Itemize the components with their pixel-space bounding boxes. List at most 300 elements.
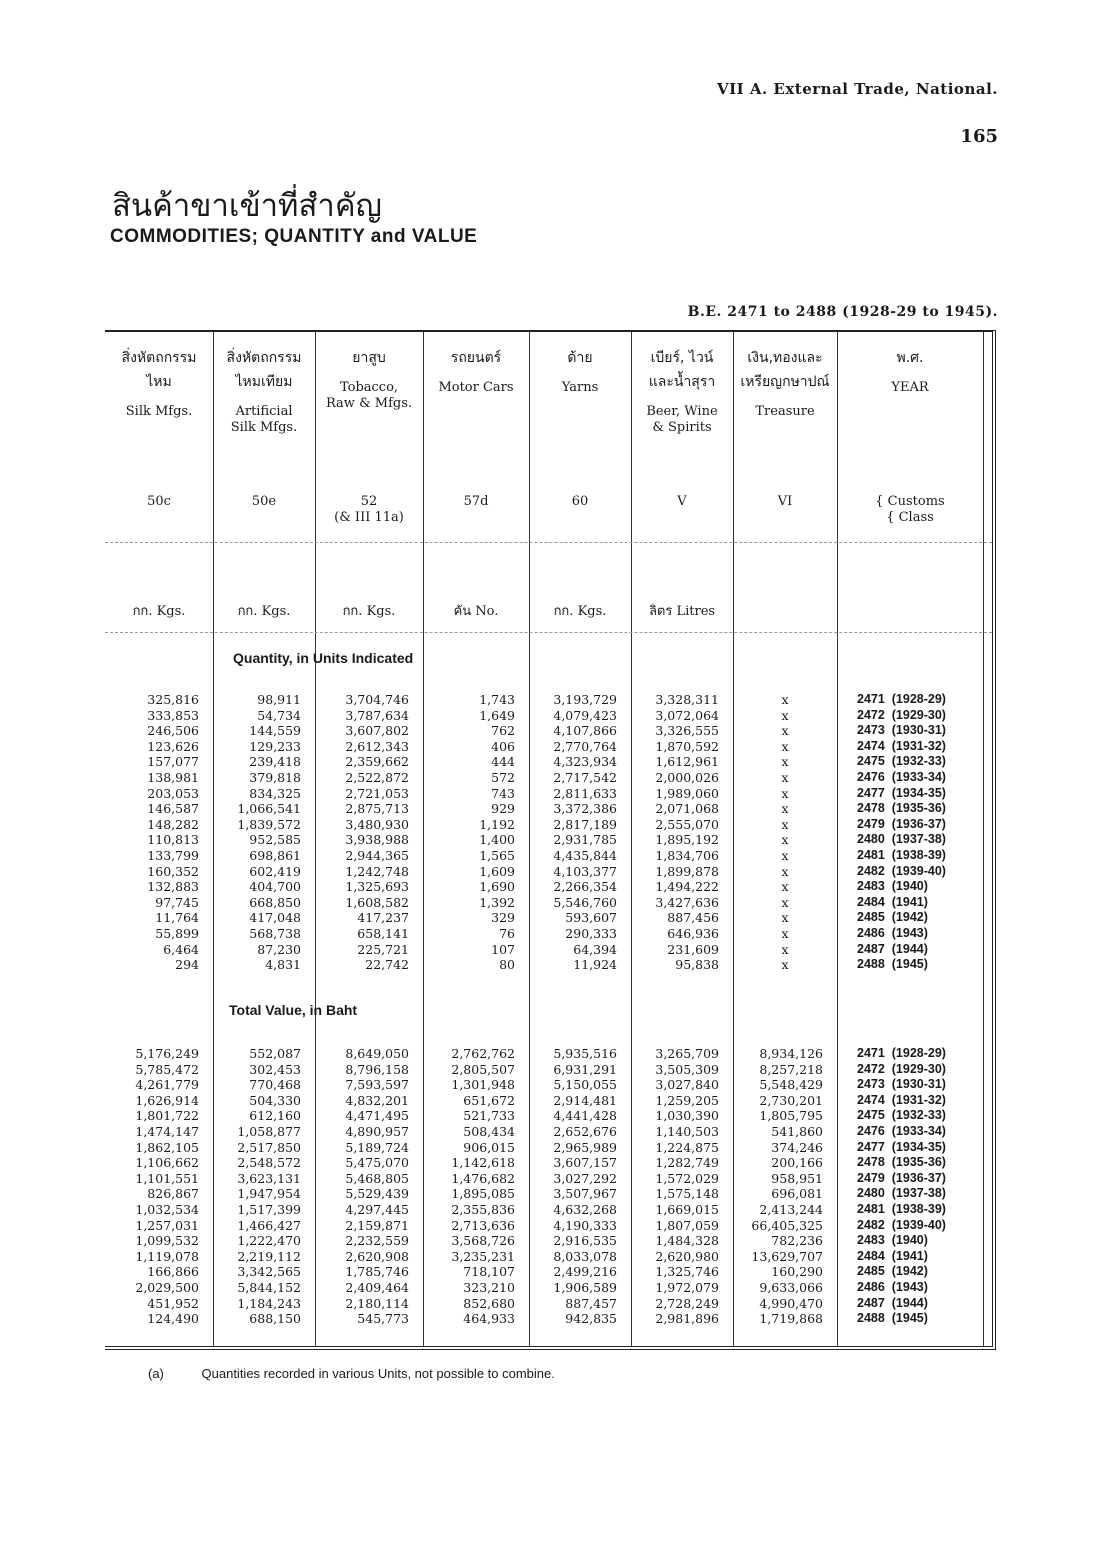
year-cell: 2479 (1936-37) bbox=[857, 1170, 946, 1185]
data-cell: x bbox=[781, 910, 789, 926]
data-cell: 1,222,470 bbox=[237, 1233, 301, 1249]
column-divider bbox=[983, 332, 984, 1346]
data-column bbox=[423, 1046, 515, 1327]
data-cell: 4,261,779 bbox=[135, 1077, 199, 1093]
data-cell: x bbox=[781, 957, 789, 973]
data-cell: 2,914,481 bbox=[553, 1092, 617, 1108]
data-cell: 3,328,311 bbox=[655, 692, 719, 707]
data-cell: 2,071,068 bbox=[655, 801, 719, 817]
data-cell: 231,609 bbox=[667, 941, 719, 957]
data-cell: 2,000,026 bbox=[655, 769, 719, 785]
data-cell: 2,159,871 bbox=[345, 1217, 409, 1233]
data-cell: 64,394 bbox=[573, 941, 617, 957]
data-cell: 1,099,532 bbox=[135, 1233, 199, 1249]
data-cell: 2,499,216 bbox=[553, 1264, 617, 1280]
data-cell: 2,522,872 bbox=[345, 769, 409, 785]
data-column bbox=[529, 692, 617, 973]
page-number: 165 bbox=[960, 126, 998, 147]
data-cell: 225,721 bbox=[357, 941, 409, 957]
data-cell: 97,745 bbox=[155, 894, 199, 910]
data-column bbox=[733, 692, 837, 973]
data-cell: 374,246 bbox=[771, 1139, 823, 1155]
footnote-mark: (a) bbox=[148, 1366, 164, 1381]
data-cell: 852,680 bbox=[463, 1295, 515, 1311]
data-cell: 3,787,634 bbox=[345, 707, 409, 723]
data-cell: 1,801,722 bbox=[135, 1108, 199, 1124]
data-cell: 1,466,427 bbox=[237, 1217, 301, 1233]
data-cell: 1,805,795 bbox=[759, 1108, 823, 1124]
data-column bbox=[631, 692, 719, 973]
data-cell: 8,649,050 bbox=[345, 1046, 409, 1061]
data-cell: 5,548,429 bbox=[759, 1077, 823, 1093]
year-cell: 2471 (1928-29) bbox=[857, 1046, 946, 1060]
data-cell: 132,883 bbox=[147, 879, 199, 895]
unit-cell: ลิตร Litres bbox=[648, 604, 716, 619]
data-cell: x bbox=[781, 832, 789, 848]
data-cell: 5,844,152 bbox=[237, 1279, 301, 1295]
data-cell: 3,480,930 bbox=[345, 816, 409, 832]
column-header-english: Treasure bbox=[755, 404, 815, 419]
column-header bbox=[529, 346, 631, 396]
data-cell: 2,965,989 bbox=[553, 1139, 617, 1155]
data-cell: 668,850 bbox=[249, 894, 301, 910]
year-cell: 2474 (1931-32) bbox=[857, 738, 946, 753]
data-cell: 2,620,980 bbox=[655, 1248, 719, 1264]
data-cell: 602,419 bbox=[249, 863, 301, 879]
year-cell: 2486 (1943) bbox=[857, 925, 928, 940]
data-cell: 1,690 bbox=[479, 879, 515, 895]
data-cell: 2,029,500 bbox=[135, 1279, 199, 1295]
column-header bbox=[837, 346, 983, 396]
data-cell: 4,832,201 bbox=[345, 1092, 409, 1108]
data-cell: 1,575,148 bbox=[655, 1186, 719, 1202]
column-header-english: Beer, Wine & Spirits bbox=[646, 404, 718, 435]
data-cell: 11,764 bbox=[155, 910, 199, 926]
data-cell: 762 bbox=[491, 723, 515, 739]
data-cell: 508,434 bbox=[463, 1123, 515, 1139]
data-cell: 3,607,157 bbox=[553, 1155, 617, 1171]
commodities-table bbox=[105, 330, 996, 1350]
year-cell: 2488 (1945) bbox=[857, 957, 928, 972]
year-column bbox=[857, 692, 946, 973]
year-cell: 2473 (1930-31) bbox=[857, 1077, 946, 1092]
year-cell: 2483 (1940) bbox=[857, 1233, 928, 1248]
year-cell: 2482 (1939-40) bbox=[857, 1217, 946, 1232]
customs-class-cell: VI bbox=[777, 494, 793, 509]
year-cell: 2476 (1933-34) bbox=[857, 769, 946, 784]
column-divider bbox=[837, 332, 838, 1346]
data-cell: 1,259,205 bbox=[655, 1092, 719, 1108]
data-cell: 1,608,582 bbox=[345, 894, 409, 910]
data-cell: 1,476,682 bbox=[451, 1170, 515, 1186]
data-cell: x bbox=[781, 941, 789, 957]
data-cell: 1,301,948 bbox=[451, 1077, 515, 1093]
data-cell: 146,587 bbox=[147, 801, 199, 817]
data-cell: 1,142,618 bbox=[451, 1155, 515, 1171]
data-cell: x bbox=[781, 723, 789, 739]
data-cell: 7,593,597 bbox=[345, 1077, 409, 1093]
data-cell: 55,899 bbox=[155, 925, 199, 941]
data-cell: x bbox=[781, 769, 789, 785]
data-cell: 5,189,724 bbox=[345, 1139, 409, 1155]
column-header bbox=[213, 346, 315, 436]
data-cell: 166,866 bbox=[147, 1264, 199, 1280]
year-cell: 2475 (1932-33) bbox=[857, 754, 946, 769]
unit-cell: กก. Kgs. bbox=[237, 604, 291, 619]
data-cell: 2,359,662 bbox=[345, 754, 409, 770]
data-cell: 2,811,633 bbox=[553, 785, 617, 801]
data-column bbox=[315, 1046, 409, 1327]
data-cell: 782,236 bbox=[771, 1233, 823, 1249]
data-cell: x bbox=[781, 925, 789, 941]
customs-class-cell: 60 bbox=[571, 494, 589, 509]
column-header-thai: รถยนตร์ bbox=[450, 350, 502, 366]
data-cell: 1,834,706 bbox=[655, 847, 719, 863]
data-cell: 612,160 bbox=[249, 1108, 301, 1124]
data-cell: 2,875,713 bbox=[345, 801, 409, 817]
data-cell: 1,030,390 bbox=[655, 1108, 719, 1124]
data-cell: 2,770,764 bbox=[553, 738, 617, 754]
data-cell: x bbox=[781, 707, 789, 723]
data-cell: 3,568,726 bbox=[451, 1233, 515, 1249]
data-cell: 160,352 bbox=[147, 863, 199, 879]
data-cell: 568,738 bbox=[249, 925, 301, 941]
data-cell: 1,242,748 bbox=[345, 863, 409, 879]
customs-class-cell: 50e bbox=[251, 494, 277, 509]
data-cell: 8,934,126 bbox=[759, 1046, 823, 1061]
data-cell: x bbox=[781, 754, 789, 770]
year-cell: 2487 (1944) bbox=[857, 941, 928, 956]
data-cell: 545,773 bbox=[357, 1311, 409, 1327]
data-cell: 1,899,878 bbox=[655, 863, 719, 879]
customs-class-cell: 57d bbox=[463, 494, 489, 509]
data-cell: 1,257,031 bbox=[135, 1217, 199, 1233]
data-cell: 4,103,377 bbox=[553, 863, 617, 879]
data-cell: 66,405,325 bbox=[751, 1217, 823, 1233]
year-cell: 2474 (1931-32) bbox=[857, 1092, 946, 1107]
data-cell: 1,609 bbox=[479, 863, 515, 879]
year-cell: 2477 (1934-35) bbox=[857, 785, 946, 800]
data-cell: 1,325,693 bbox=[345, 879, 409, 895]
footnote bbox=[148, 1366, 555, 1381]
data-cell: 4,190,333 bbox=[553, 1217, 617, 1233]
data-cell: 133,799 bbox=[147, 847, 199, 863]
data-cell: 2,219,112 bbox=[237, 1248, 301, 1264]
data-cell: 1,807,059 bbox=[655, 1217, 719, 1233]
data-cell: 2,355,836 bbox=[451, 1201, 515, 1217]
year-cell: 2487 (1944) bbox=[857, 1295, 928, 1310]
data-cell: 3,427,636 bbox=[655, 894, 719, 910]
data-cell: 826,867 bbox=[147, 1186, 199, 1202]
data-cell: 404,700 bbox=[249, 879, 301, 895]
data-cell: 3,704,746 bbox=[345, 692, 409, 707]
year-cell: 2480 (1937-38) bbox=[857, 832, 946, 847]
year-cell: 2472 (1929-30) bbox=[857, 1061, 946, 1076]
data-cell: 2,612,343 bbox=[345, 738, 409, 754]
data-cell: 2,721,053 bbox=[345, 785, 409, 801]
year-cell: 2485 (1942) bbox=[857, 910, 928, 925]
data-cell: 98,911 bbox=[257, 692, 301, 707]
column-header bbox=[733, 346, 837, 420]
data-cell: 887,456 bbox=[667, 910, 719, 926]
data-cell: 138,981 bbox=[147, 769, 199, 785]
data-cell: 157,077 bbox=[147, 754, 199, 770]
year-cell: 2484 (1941) bbox=[857, 894, 928, 909]
data-cell: 1,400 bbox=[479, 832, 515, 848]
data-cell: 3,326,555 bbox=[655, 723, 719, 739]
data-cell: 1,839,572 bbox=[237, 816, 301, 832]
data-column bbox=[529, 1046, 617, 1327]
data-cell: 323,210 bbox=[463, 1279, 515, 1295]
data-cell: 5,546,760 bbox=[553, 894, 617, 910]
data-cell: 1,101,551 bbox=[135, 1170, 199, 1186]
column-header-english: Yarns bbox=[561, 380, 599, 395]
data-cell: 521,733 bbox=[463, 1108, 515, 1124]
data-cell: 1,895,085 bbox=[451, 1186, 515, 1202]
column-header bbox=[315, 346, 423, 412]
column-header bbox=[423, 346, 529, 396]
footnote-text: Quantities recorded in various Units, not possible to combine. bbox=[201, 1366, 555, 1381]
year-cell: 2473 (1930-31) bbox=[857, 723, 946, 738]
data-cell: x bbox=[781, 738, 789, 754]
data-cell: 958,951 bbox=[771, 1170, 823, 1186]
year-cell: 2481 (1938-39) bbox=[857, 847, 946, 862]
data-cell: 333,853 bbox=[147, 707, 199, 723]
data-cell: 5,785,472 bbox=[135, 1061, 199, 1077]
data-cell: 2,548,572 bbox=[237, 1155, 301, 1171]
column-header-thai: พ.ศ. bbox=[896, 350, 924, 366]
data-column bbox=[423, 692, 515, 973]
data-cell: 294 bbox=[175, 957, 199, 973]
data-cell: 2,981,896 bbox=[655, 1311, 719, 1327]
data-column bbox=[213, 1046, 301, 1327]
english-title: COMMODITIES; QUANTITY and VALUE bbox=[110, 226, 478, 247]
running-header: VII A. External Trade, National. bbox=[716, 80, 998, 98]
year-cell: 2482 (1939-40) bbox=[857, 863, 946, 878]
data-cell: 2,555,070 bbox=[655, 816, 719, 832]
customs-class-cell: { Customs { Class bbox=[875, 494, 945, 525]
data-cell: 572 bbox=[491, 769, 515, 785]
data-cell: 1,669,015 bbox=[655, 1201, 719, 1217]
data-cell: 2,728,249 bbox=[655, 1295, 719, 1311]
data-cell: 107 bbox=[491, 941, 515, 957]
data-cell: 1,785,746 bbox=[345, 1264, 409, 1280]
data-cell: 4,441,428 bbox=[553, 1108, 617, 1124]
data-cell: x bbox=[781, 801, 789, 817]
data-cell: 1,066,541 bbox=[237, 801, 301, 817]
year-cell: 2480 (1937-38) bbox=[857, 1186, 946, 1201]
data-cell: 1,184,243 bbox=[237, 1295, 301, 1311]
data-cell: 2,805,507 bbox=[451, 1061, 515, 1077]
data-cell: 200,166 bbox=[771, 1155, 823, 1171]
date-range: B.E. 2471 to 2488 (1928-29 to 1945). bbox=[687, 304, 998, 320]
data-cell: 203,053 bbox=[147, 785, 199, 801]
data-cell: 160,290 bbox=[771, 1264, 823, 1280]
data-cell: 2,652,676 bbox=[553, 1123, 617, 1139]
unit-cell: กก. Kgs. bbox=[553, 604, 607, 619]
data-cell: 651,672 bbox=[463, 1092, 515, 1108]
column-header-english: Silk Mfgs. bbox=[125, 404, 193, 419]
data-cell: 1,140,503 bbox=[655, 1123, 719, 1139]
data-cell: 1,870,592 bbox=[655, 738, 719, 754]
data-cell: 3,027,840 bbox=[655, 1077, 719, 1093]
data-cell: 696,081 bbox=[771, 1186, 823, 1202]
data-cell: 3,505,309 bbox=[655, 1061, 719, 1077]
data-cell: 3,623,131 bbox=[237, 1170, 301, 1186]
data-cell: 4,323,934 bbox=[553, 754, 617, 770]
data-cell: 444 bbox=[491, 754, 515, 770]
data-cell: 325,816 bbox=[147, 692, 199, 707]
header-rule bbox=[105, 542, 992, 543]
data-cell: 1,517,399 bbox=[237, 1201, 301, 1217]
data-cell: 4,297,445 bbox=[345, 1201, 409, 1217]
data-cell: 124,490 bbox=[147, 1311, 199, 1327]
column-header-english: Artificial Silk Mfgs. bbox=[230, 404, 298, 435]
data-cell: 8,033,078 bbox=[553, 1248, 617, 1264]
data-cell: 2,232,559 bbox=[345, 1233, 409, 1249]
data-column bbox=[315, 692, 409, 973]
data-cell: 3,938,988 bbox=[345, 832, 409, 848]
data-cell: 942,835 bbox=[565, 1311, 617, 1327]
year-cell: 2485 (1942) bbox=[857, 1264, 928, 1279]
data-cell: x bbox=[781, 894, 789, 910]
data-cell: 698,861 bbox=[249, 847, 301, 863]
data-cell: x bbox=[781, 863, 789, 879]
data-cell: 54,734 bbox=[257, 707, 301, 723]
column-header-thai: สิ่งหัตถกรรม ไหมเทียม bbox=[226, 350, 302, 390]
data-cell: 1,484,328 bbox=[655, 1233, 719, 1249]
data-cell: 3,235,231 bbox=[451, 1248, 515, 1264]
data-cell: 1,192 bbox=[479, 816, 515, 832]
data-cell: 5,935,516 bbox=[553, 1046, 617, 1061]
column-header-thai: ยาสูบ bbox=[352, 350, 386, 366]
data-cell: 1,906,589 bbox=[553, 1279, 617, 1295]
data-cell: 4,079,423 bbox=[553, 707, 617, 723]
quantity-section-title: Quantity, in Units Indicated bbox=[233, 650, 414, 666]
data-cell: 2,762,762 bbox=[451, 1046, 515, 1061]
data-cell: 144,559 bbox=[249, 723, 301, 739]
data-cell: 834,325 bbox=[249, 785, 301, 801]
data-cell: 1,565 bbox=[479, 847, 515, 863]
data-cell: 2,620,908 bbox=[345, 1248, 409, 1264]
data-cell: 770,468 bbox=[249, 1077, 301, 1093]
year-cell: 2471 (1928-29) bbox=[857, 692, 946, 706]
data-cell: 5,475,070 bbox=[345, 1155, 409, 1171]
data-cell: 1,224,875 bbox=[655, 1139, 719, 1155]
data-cell: 13,629,707 bbox=[751, 1248, 823, 1264]
data-cell: 4,471,495 bbox=[345, 1108, 409, 1124]
data-cell: 2,931,785 bbox=[553, 832, 617, 848]
data-cell: 718,107 bbox=[463, 1264, 515, 1280]
data-cell: 302,453 bbox=[249, 1061, 301, 1077]
data-cell: 451,952 bbox=[147, 1295, 199, 1311]
year-cell: 2479 (1936-37) bbox=[857, 816, 946, 831]
value-section-title: Total Value, in Baht bbox=[229, 1002, 358, 1018]
data-cell: 129,233 bbox=[249, 738, 301, 754]
data-cell: 541,860 bbox=[771, 1123, 823, 1139]
column-header-thai: สิ่งหัตถกรรม ไหม bbox=[121, 350, 197, 390]
data-cell: 406 bbox=[491, 738, 515, 754]
column-header bbox=[631, 346, 733, 436]
data-cell: 646,936 bbox=[667, 925, 719, 941]
data-cell: 3,193,729 bbox=[553, 692, 617, 707]
data-cell: 8,796,158 bbox=[345, 1061, 409, 1077]
data-column bbox=[733, 1046, 823, 1327]
data-cell: 110,813 bbox=[147, 832, 199, 848]
data-cell: 8,257,218 bbox=[759, 1061, 823, 1077]
data-cell: 3,027,292 bbox=[553, 1170, 617, 1186]
data-cell: 1,895,192 bbox=[655, 832, 719, 848]
data-column bbox=[105, 692, 199, 973]
data-cell: 5,150,055 bbox=[553, 1077, 617, 1093]
year-cell: 2478 (1935-36) bbox=[857, 801, 946, 816]
data-cell: 87,230 bbox=[257, 941, 301, 957]
data-cell: 1,572,029 bbox=[655, 1170, 719, 1186]
data-cell: 1,862,105 bbox=[135, 1139, 199, 1155]
data-cell: 2,413,244 bbox=[759, 1201, 823, 1217]
data-cell: 1,474,147 bbox=[135, 1123, 199, 1139]
column-header-thai: เบียร์, ไวน์ และน้ำสุรา bbox=[648, 350, 716, 390]
data-cell: x bbox=[781, 879, 789, 895]
data-cell: 239,418 bbox=[249, 754, 301, 770]
data-cell: 1,119,078 bbox=[135, 1248, 199, 1264]
data-cell: 5,529,439 bbox=[345, 1186, 409, 1202]
data-cell: 2,409,464 bbox=[345, 1279, 409, 1295]
data-cell: 3,342,565 bbox=[237, 1264, 301, 1280]
unit-cell: คัน No. bbox=[453, 604, 499, 619]
data-cell: 2,713,636 bbox=[451, 1217, 515, 1233]
year-cell: 2475 (1932-33) bbox=[857, 1108, 946, 1123]
year-cell: 2478 (1935-36) bbox=[857, 1155, 946, 1170]
data-cell: 1,032,534 bbox=[135, 1201, 199, 1217]
data-cell: 3,265,709 bbox=[655, 1046, 719, 1061]
year-column bbox=[857, 1046, 946, 1327]
data-cell: 379,818 bbox=[249, 769, 301, 785]
data-cell: 6,931,291 bbox=[553, 1061, 617, 1077]
data-cell: 2,916,535 bbox=[553, 1233, 617, 1249]
year-cell: 2481 (1938-39) bbox=[857, 1201, 946, 1216]
data-cell: 1,612,961 bbox=[655, 754, 719, 770]
unit-cell: กก. Kgs. bbox=[132, 604, 186, 619]
column-header-thai: เงิน,ทองและ เหรียญกษาปณ์ bbox=[740, 350, 830, 390]
data-cell: x bbox=[781, 692, 789, 707]
data-cell: 2,817,189 bbox=[553, 816, 617, 832]
data-cell: 148,282 bbox=[147, 816, 199, 832]
data-cell: 5,468,805 bbox=[345, 1170, 409, 1186]
customs-class-cell: 50c bbox=[147, 494, 171, 509]
data-cell: 4,890,957 bbox=[345, 1123, 409, 1139]
data-cell: 6,464 bbox=[163, 941, 199, 957]
data-cell: 2,180,114 bbox=[345, 1295, 409, 1311]
data-cell: 1,325,746 bbox=[655, 1264, 719, 1280]
year-cell: 2488 (1945) bbox=[857, 1311, 928, 1326]
data-cell: 3,072,064 bbox=[655, 707, 719, 723]
data-cell: 1,106,662 bbox=[135, 1155, 199, 1171]
data-cell: 1,392 bbox=[479, 894, 515, 910]
data-cell: x bbox=[781, 816, 789, 832]
data-cell: 464,933 bbox=[463, 1311, 515, 1327]
year-cell: 2484 (1941) bbox=[857, 1248, 928, 1263]
column-header-english: YEAR bbox=[891, 380, 929, 395]
data-cell: 1,626,914 bbox=[135, 1092, 199, 1108]
data-cell: 1,719,868 bbox=[759, 1311, 823, 1327]
data-cell: 1,058,877 bbox=[237, 1123, 301, 1139]
header-rule bbox=[105, 632, 992, 633]
data-cell: 3,507,967 bbox=[553, 1186, 617, 1202]
data-column bbox=[213, 692, 301, 973]
data-cell: 76 bbox=[499, 925, 515, 941]
year-cell: 2477 (1934-35) bbox=[857, 1139, 946, 1154]
